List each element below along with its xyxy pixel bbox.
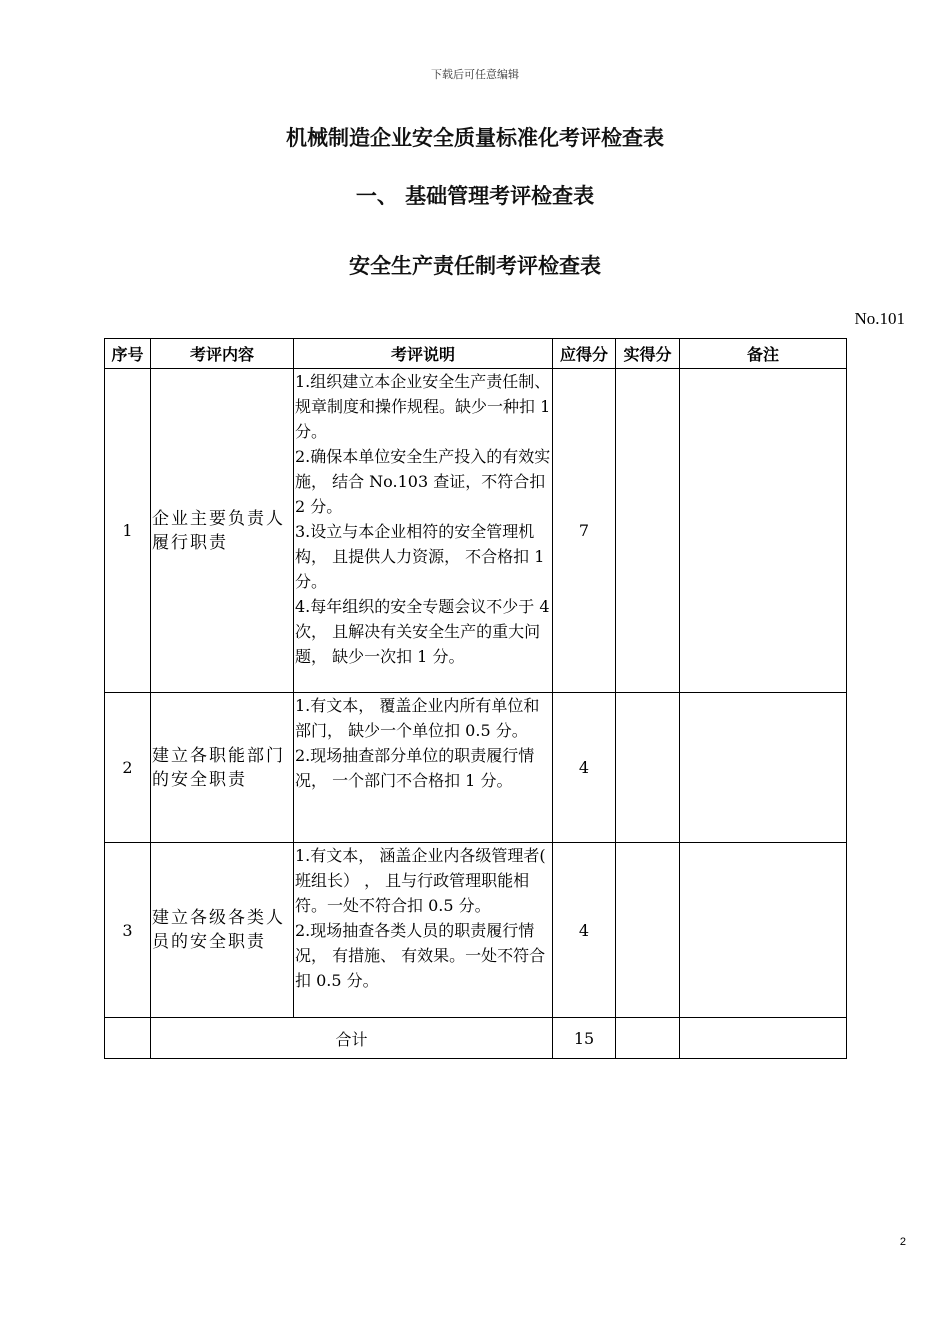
row-seq: 3: [105, 843, 151, 1018]
header-description: 考评说明: [294, 339, 553, 369]
row-seq: 1: [105, 369, 151, 693]
table-row: [105, 369, 847, 693]
page-number: 2: [899, 1236, 906, 1248]
table-row: [105, 693, 847, 843]
row-max-score: 7: [553, 369, 616, 693]
description-item: 1.有文本， 涵盖企业内各级管理者( 班组长） ， 且与行政管理职能相符。一处不符合扣 0.5 分。: [295, 846, 546, 915]
description-item: 1.有文本， 覆盖企业内所有单位和部门， 缺少一个单位扣 0.5 分。: [295, 696, 540, 740]
document-number: No.101: [854, 309, 905, 328]
description-item: 1.组织建立本企业安全生产责任制、 规章制度和操作规程。缺少一种扣 1 分。: [295, 372, 551, 441]
total-row: [105, 1018, 847, 1059]
description-item: 4.每年组织的安全专题会议不少于 4 次， 且解决有关安全生产的重大问题， 缺少一次扣 1 分。: [295, 597, 550, 666]
total-seq-cell: [105, 1018, 151, 1059]
description-item: 2.现场抽查各类人员的职责履行情况， 有措施、 有效果。一处不符合扣 0.5 分。: [295, 921, 546, 990]
row-max-score: 4: [553, 843, 616, 1018]
document-title: 机械制造企业安全质量标准化考评检查表: [286, 126, 664, 150]
total-max-score: 15: [553, 1018, 616, 1059]
row-remarks: [680, 693, 847, 843]
header-remarks: 备注: [680, 339, 847, 369]
row-description: [294, 843, 553, 1018]
header-max-score: 应得分: [553, 339, 616, 369]
row-actual-score: [616, 843, 680, 1018]
row-description: [294, 369, 553, 693]
table-title: 安全生产责任制考评检查表: [349, 254, 601, 278]
row-remarks: [680, 369, 847, 693]
table-row: [105, 843, 847, 1018]
row-content: 建立各职能部门的安全职责: [151, 693, 294, 843]
description-item: 2.现场抽查部分单位的职责履行情况， 一个部门不合格扣 1 分。: [295, 746, 535, 790]
header-note: 下载后可任意编辑: [431, 68, 519, 81]
row-content: 企业主要负责人履行职责: [151, 369, 294, 693]
description-item: 2.确保本单位安全生产投入的有效实施， 结合 No.103 查证，不符合扣 2 分。: [295, 447, 551, 516]
row-content: 建立各级各类人员的安全职责: [151, 843, 294, 1018]
total-label: 合计: [151, 1018, 553, 1059]
header-actual-score: 实得分: [616, 339, 680, 369]
table-header-row: [105, 339, 847, 369]
description-item: 3.设立与本企业相符的安全管理机构， 且提供人力资源， 不合格扣 1 分。: [295, 522, 545, 591]
section-title: 一、 基础管理考评检查表: [355, 184, 595, 208]
header-seq: 序号: [105, 339, 151, 369]
assessment-table: [104, 338, 847, 1059]
header-content: 考评内容: [151, 339, 294, 369]
row-actual-score: [616, 693, 680, 843]
row-description: [294, 693, 553, 843]
row-actual-score: [616, 369, 680, 693]
row-seq: 2: [105, 693, 151, 843]
total-actual-score: [616, 1018, 680, 1059]
row-remarks: [680, 843, 847, 1018]
total-remarks: [680, 1018, 847, 1059]
row-max-score: 4: [553, 693, 616, 843]
